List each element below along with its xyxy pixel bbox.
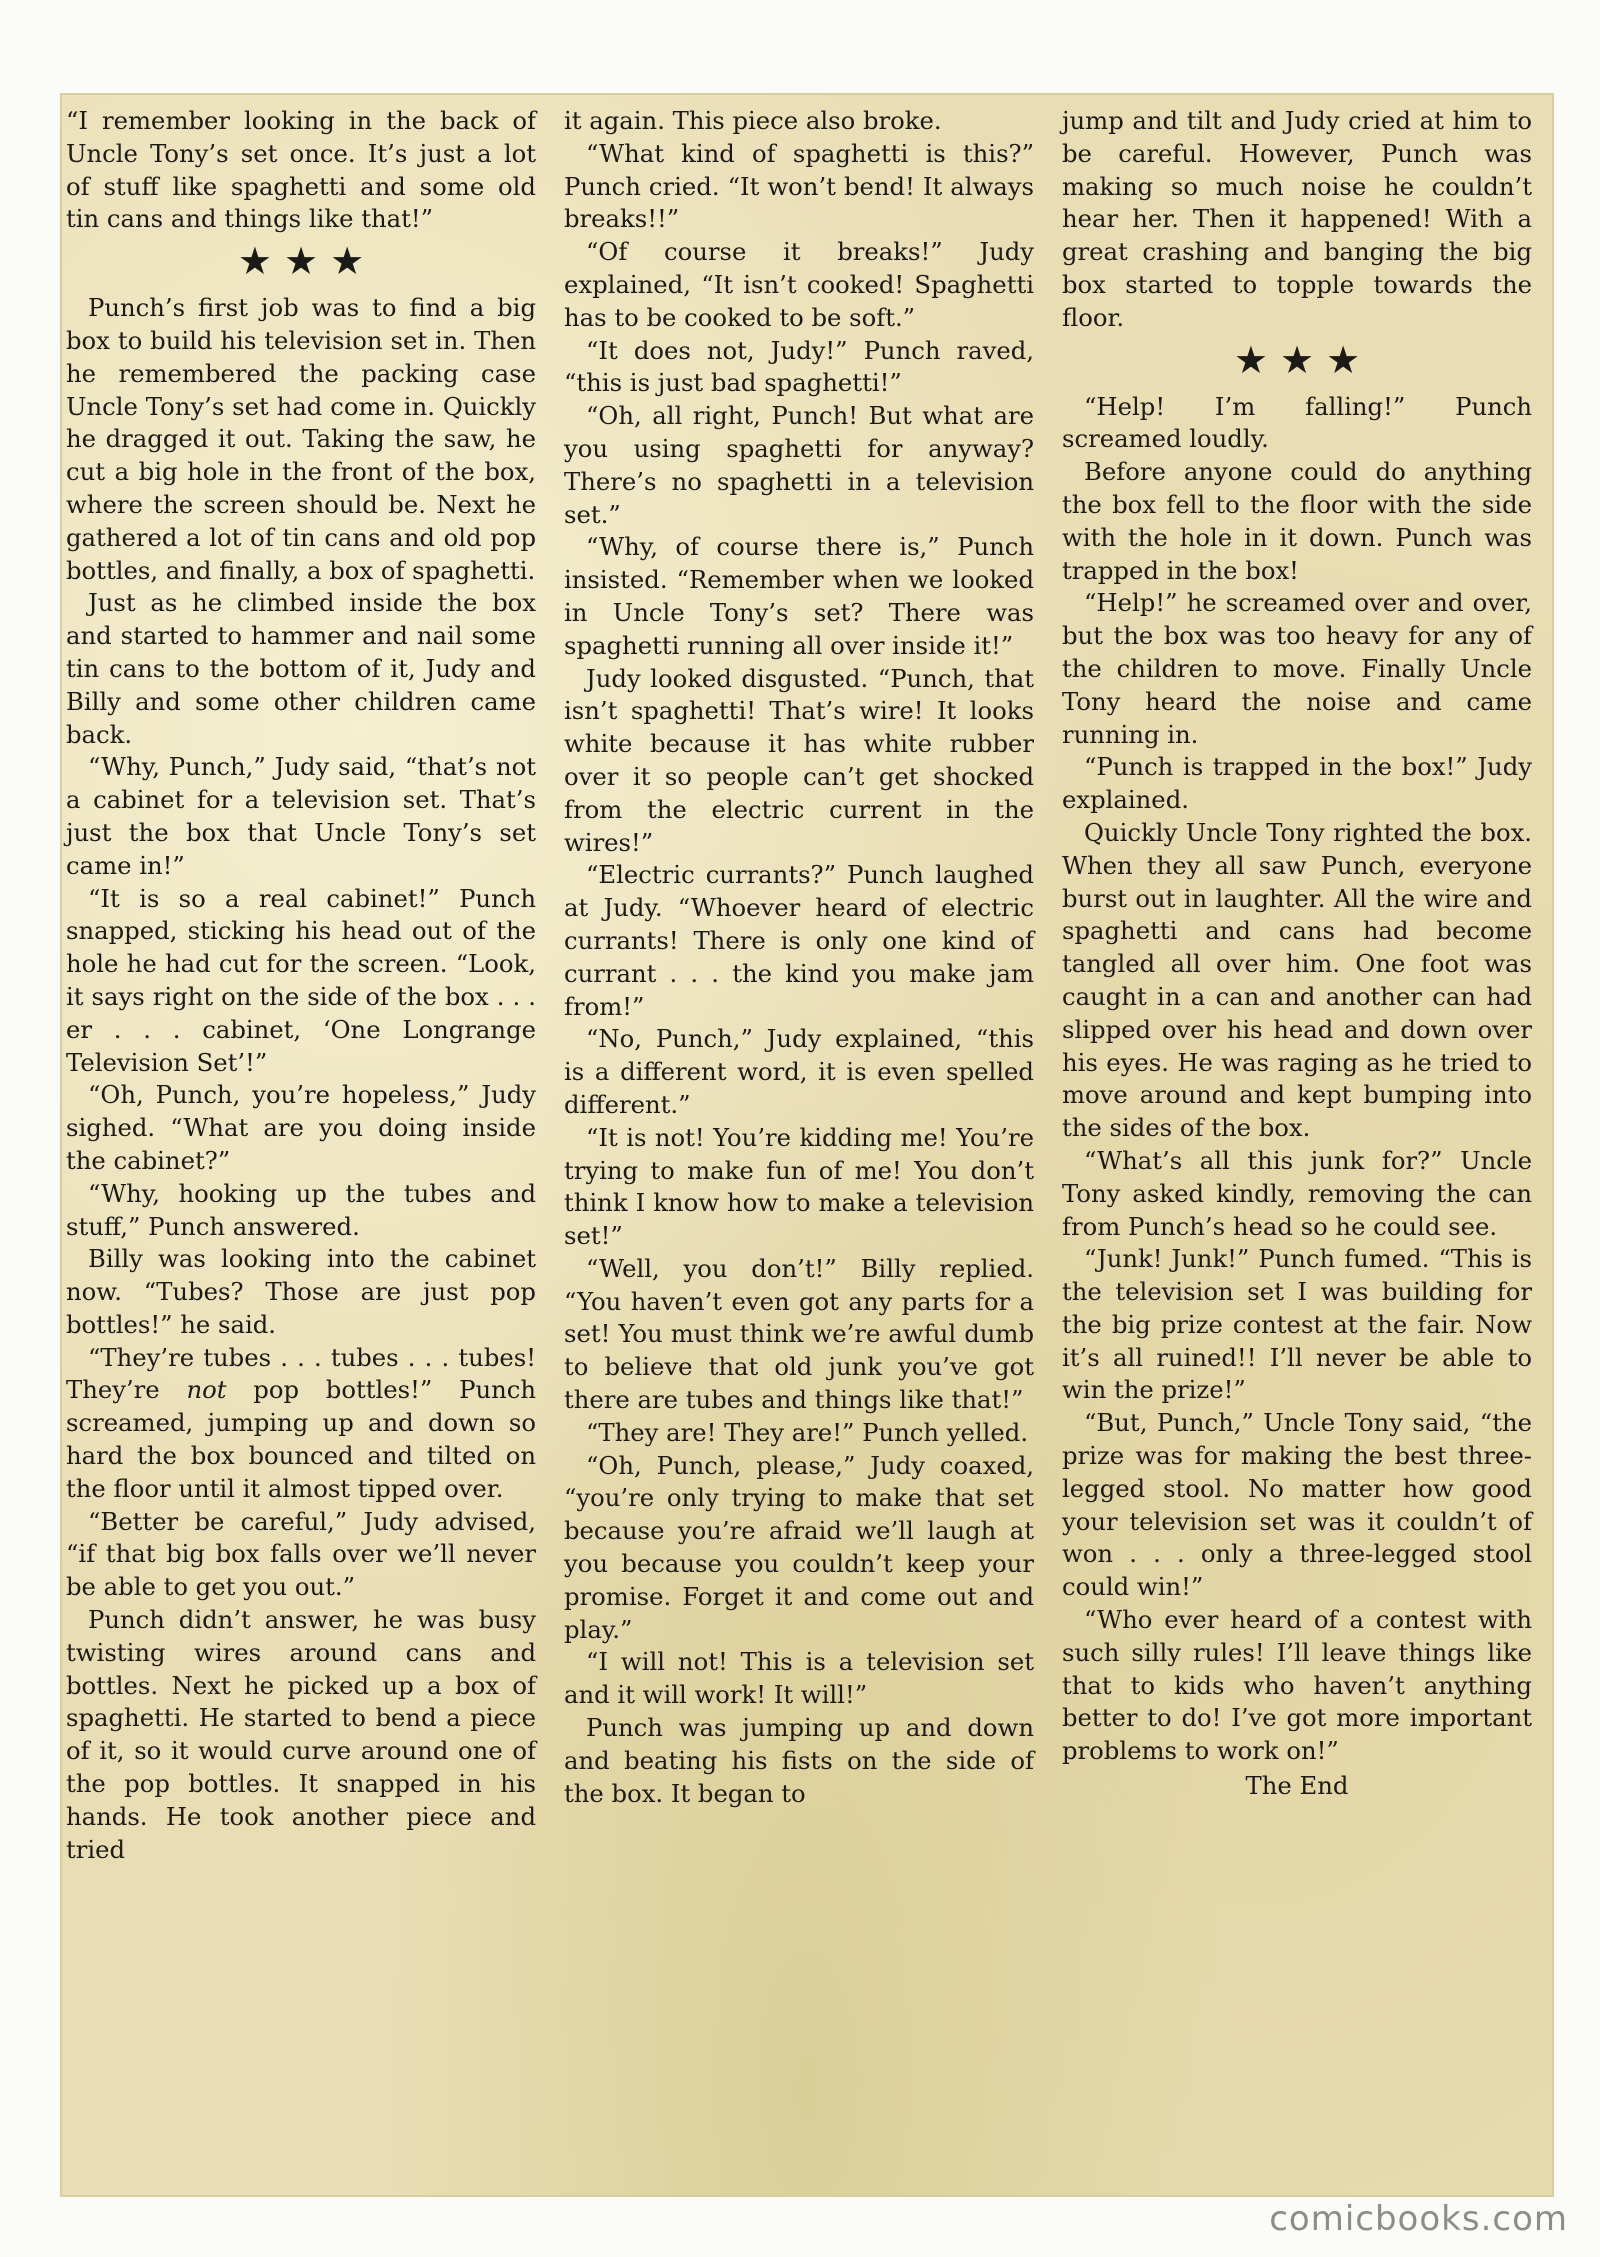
paragraph: “Oh, Punch, you’re hopeless,” Judy sighed. “What are you doing inside the cabinet?” bbox=[66, 1080, 536, 1175]
paragraph: Just as he climbed inside the box and started to hammer and nail some tin cans to the bottom of it, Judy and Billy and some other children came back. bbox=[66, 588, 536, 749]
paragraph bbox=[66, 1342, 536, 1506]
text-column-3 bbox=[1062, 105, 1532, 1803]
text-run: pop bottles!” Punch screamed, jumping up and down so hard the box bounced and tilted on the floor until it almost tipped over. bbox=[66, 1375, 536, 1503]
story-page bbox=[62, 95, 1552, 2195]
paragraph: Punch’s first job was to find a big box to build his television set in. Then he remembered the packing case Uncle Tony’s set had come in. Quickly he dragged it out. Taking the saw, he cut a big hole in the front of the box, where the screen should be. Next he gathered a lot of tin cans and old pop bottles, and finally, a box of spaghetti. bbox=[66, 293, 536, 585]
site-watermark: comicbooks.com bbox=[1269, 2199, 1568, 2239]
paragraph: Billy was looking into the cabinet now. “Tubes? Those are just pop bottles!” he said. bbox=[66, 1244, 536, 1339]
paragraph: Quickly Uncle Tony righted the box. When they all saw Punch, everyone burst out in laughter. All the wire and spaghetti and cans had become tangled all over him. One foot was caught in a can and another can had slipped over his head and down over his eyes. He was raging as he tried to move around and kept bumping into the sides of the box. bbox=[1062, 817, 1532, 1143]
paragraph: it again. This piece also broke. bbox=[564, 106, 942, 135]
paragraph: “Punch is trapped in the box!” Judy explained. bbox=[1062, 752, 1532, 815]
paragraph: Before anyone could do anything the box fell to the floor with the side with the hole in it down. Punch was trapped in the box! bbox=[1062, 457, 1532, 585]
paragraph: “Better be careful,” Judy advised, “if that big box falls over we’ll never be able to get you out.” bbox=[66, 1506, 536, 1602]
paragraph: “Of course it breaks!” Judy explained, “It isn’t cooked! Spaghetti has to be cooked to be soft.” bbox=[564, 237, 1034, 332]
paragraph: “Oh, Punch, please,” Judy coaxed, “you’re only trying to make that set because you’re afraid we’ll laugh at you because you couldn’t keep your promise. Forget it and come out and play.” bbox=[564, 1450, 1034, 1644]
paragraph: “I will not! This is a television set and it will work! It will!” bbox=[564, 1647, 1034, 1710]
paragraph: “Why, of course there is,” Punch insisted. “Remember when we looked in Uncle Tony’s set? There was spaghetti running all over inside it!” bbox=[564, 532, 1034, 660]
paragraph: Punch didn’t answer, he was busy twisting wires around cans and bottles. Next he picked up a box of spaghetti. He started to bend a piece of it, so it would curve around one of the pop bottles. It snapped in his hands. He took another piece and tried bbox=[66, 1605, 536, 1864]
paragraph: “I remember looking in the back of Uncle Tony’s set once. It’s just a lot of stuff like spaghetti and some old tin cans and things like that!” bbox=[66, 106, 536, 234]
text-column-1 bbox=[66, 105, 536, 1866]
text-column-2 bbox=[564, 105, 1034, 1810]
paragraph: Punch was jumping up and down and beating his fists on the side of the box. It began to bbox=[564, 1713, 1034, 1808]
paragraph: Judy looked disgusted. “Punch, that isn’t spaghetti! That’s wire! It looks white because it has white rubber over it so people can’t get shocked from the electric current in the wires!” bbox=[564, 663, 1034, 857]
paragraph: “Why, Punch,” Judy said, “that’s not a cabinet for a television set. That’s just the box that Uncle Tony’s set came in!” bbox=[66, 752, 536, 880]
paragraph: “It is so a real cabinet!” Punch snapped, sticking his head out of the hole he had cut for the screen. “Look, it says right on the side of the box . . . er . . . cabinet, ‘One Longrange Television Set’!” bbox=[66, 883, 536, 1077]
paragraph: “It does not, Judy!” Punch raved, “this is just bad spaghetti!” bbox=[564, 335, 1034, 398]
emphasis: not bbox=[186, 1375, 227, 1405]
paragraph: “No, Punch,” Judy explained, “this is a different word, it is even spelled different.” bbox=[564, 1024, 1034, 1119]
paragraph: “Junk! Junk!” Punch fumed. “This is the television set I was building for the big prize contest at the fair. Now it’s all ruined!! I’ll never be able to win the prize!” bbox=[1062, 1244, 1532, 1405]
section-break-stars: ★ ★ ★ bbox=[237, 239, 365, 284]
paragraph: “But, Punch,” Uncle Tony said, “the prize was for making the best three-legged stool. No matter how good your television set was it couldn’t of won . . . only a three-legged stool could win!” bbox=[1062, 1408, 1532, 1602]
text-run: “They’re tubes . . . tubes . . . tubes! They’re bbox=[66, 1342, 536, 1405]
paragraph: “Electric currants?” Punch laughed at Judy. “Whoever heard of electric currants! There is only one kind of currant . . . the kind you make jam from!” bbox=[564, 860, 1034, 1021]
paragraph: “Well, you don’t!” Billy replied. “You haven’t even got any parts for a set! You must think we’re awful dumb to believe that old junk you’ve got there are tubes and things like that!” bbox=[564, 1253, 1034, 1415]
paragraph: “Help!” he screamed over and over, but the box was too heavy for any of the children to move. Finally Uncle Tony heard the noise and came running in. bbox=[1062, 588, 1532, 749]
paragraph: “They are! They are!” Punch yelled. bbox=[586, 1417, 1029, 1447]
paragraph: “Why, hooking up the tubes and stuff,” Punch answered. bbox=[66, 1178, 536, 1241]
paragraph: “What’s all this junk for?” Uncle Tony asked kindly, removing the can from Punch’s head so he could see. bbox=[1062, 1145, 1532, 1241]
section-break-stars: ★ ★ ★ bbox=[1233, 337, 1361, 382]
paragraph: jump and tilt and Judy cried at him to be careful. However, Punch was making so much noise he couldn’t hear her. Then it happened! With a great crashing and banging the big box started to topple towards the floor. bbox=[1062, 106, 1532, 332]
paragraph: “It is not! You’re kidding me! You’re trying to make fun of me! You don’t think I know how to make a television set!” bbox=[564, 1122, 1034, 1251]
the-end-label: The End bbox=[1245, 1771, 1349, 1801]
paragraph: “Oh, all right, Punch! But what are you using spaghetti for anyway? There’s no spaghetti in a television set.” bbox=[564, 401, 1034, 529]
paragraph: “Help! I’m falling!” Punch screamed loudly. bbox=[1062, 391, 1532, 454]
paragraph: “Who ever heard of a contest with such silly rules! I’ll leave things like that to kids who haven’t anything better to do! I’ve got more important problems to work on!” bbox=[1062, 1605, 1532, 1766]
paragraph: “What kind of spaghetti is this?” Punch cried. “It won’t bend! It always breaks!!” bbox=[564, 138, 1034, 234]
